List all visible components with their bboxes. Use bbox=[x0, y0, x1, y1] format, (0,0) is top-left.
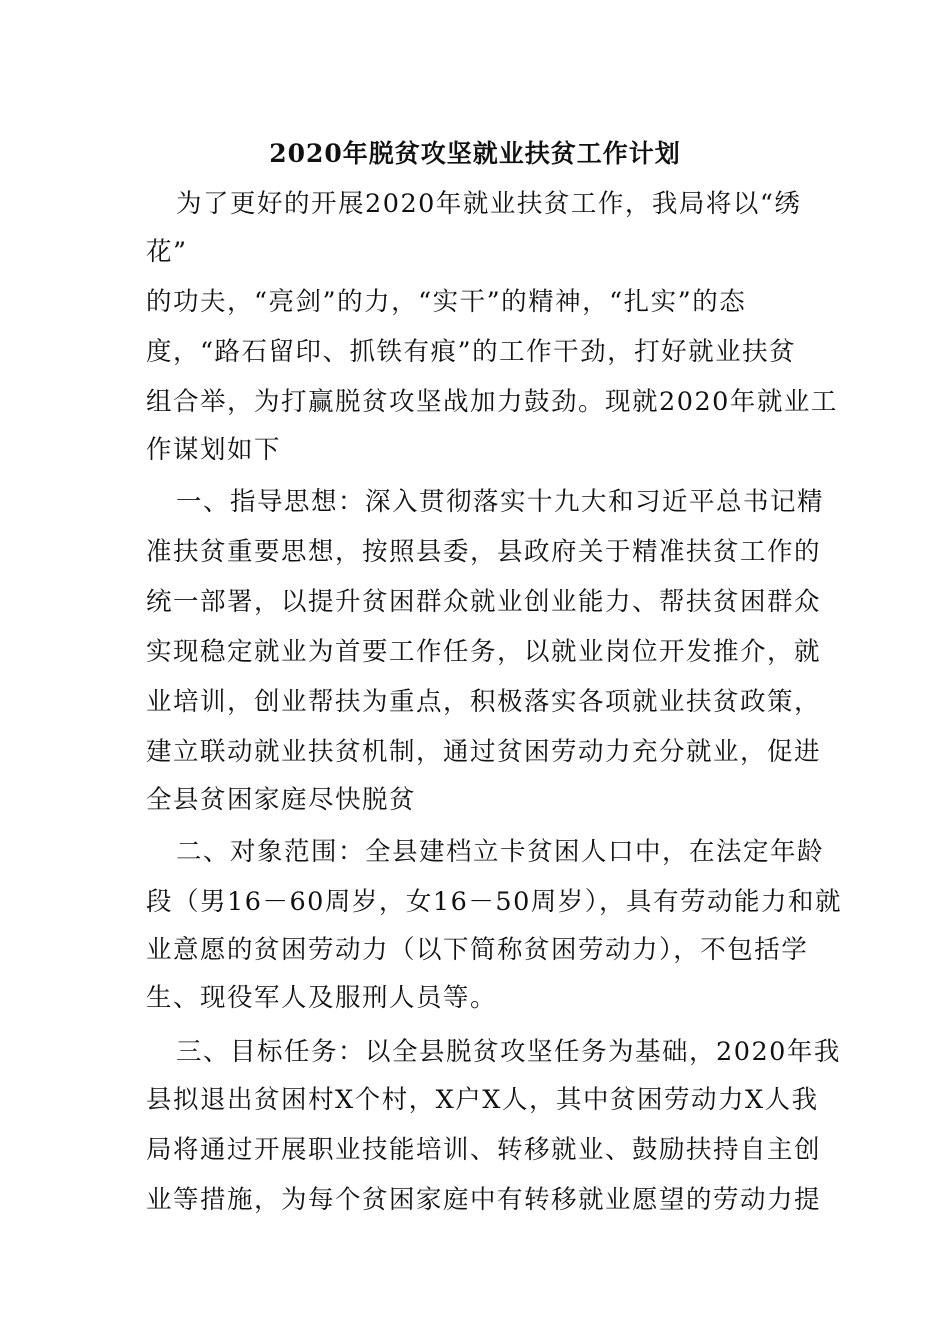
paragraph-line: 业意愿的贫困劳动力（以下简称贫困劳动力），不包括学 bbox=[146, 935, 809, 965]
paragraph-line: 的功夫，“亮剑”的力，“实干”的精神，“扎实”的态 bbox=[146, 287, 747, 317]
paragraph-line: 度，“路石留印、抓铁有痕”的工作干劲，打好就业扶贫 bbox=[146, 337, 797, 367]
paragraph-line: 为了更好的开展2020年就业扶贫工作，我局将以“绣 bbox=[176, 189, 802, 219]
paragraph-line: 县拟退出贫困村X个村，X户X人，其中贫困劳动力X人我 bbox=[146, 1085, 819, 1115]
paragraph-line: 生、现役军人及服刑人员等。 bbox=[146, 983, 498, 1013]
paragraph-line: 建立联动就业扶贫机制，通过贫困劳动力充分就业，促进 bbox=[146, 737, 822, 767]
paragraph-line: 花” bbox=[146, 237, 188, 267]
paragraph-line: 一、指导思想：深入贯彻落实十九大和习近平总书记精 bbox=[176, 487, 825, 517]
document-title: 2020年脱贫攻坚就业扶贫工作计划 bbox=[269, 139, 681, 168]
paragraph-line: 局将通过开展职业技能培训、转移就业、鼓励扶持自主创 bbox=[146, 1135, 822, 1165]
paragraph-line: 准扶贫重要思想，按照县委，县政府关于精准扶贫工作的 bbox=[146, 537, 822, 567]
paragraph-line: 统一部署，以提升贫困群众就业创业能力、帮扶贫困群众 bbox=[146, 587, 822, 617]
paragraph-line: 业等措施，为每个贫困家庭中有转移就业愿望的劳动力提 bbox=[146, 1185, 822, 1215]
paragraph-line: 全县贫困家庭尽快脱贫 bbox=[146, 785, 417, 815]
paragraph-line: 业培训，创业帮扶为重点，积极落实各项就业扶贫政策， bbox=[146, 687, 822, 717]
paragraph-line: 二、对象范围：全县建档立卡贫困人口中，在法定年龄 bbox=[176, 837, 825, 867]
paragraph-line: 作谋划如下 bbox=[146, 435, 282, 465]
paragraph-line: 实现稳定就业为首要工作任务，以就业岗位开发推介，就 bbox=[146, 637, 822, 667]
paragraph-line: 三、目标任务：以全县脱贫攻坚任务为基础，2020年我 bbox=[176, 1037, 841, 1067]
paragraph-line: 段（男16－60周岁，女16－50周岁），具有劳动能力和就 bbox=[146, 887, 843, 917]
paragraph-line: 组合举，为打赢脱贫攻坚战加力鼓劲。现就2020年就业工 bbox=[146, 387, 838, 417]
